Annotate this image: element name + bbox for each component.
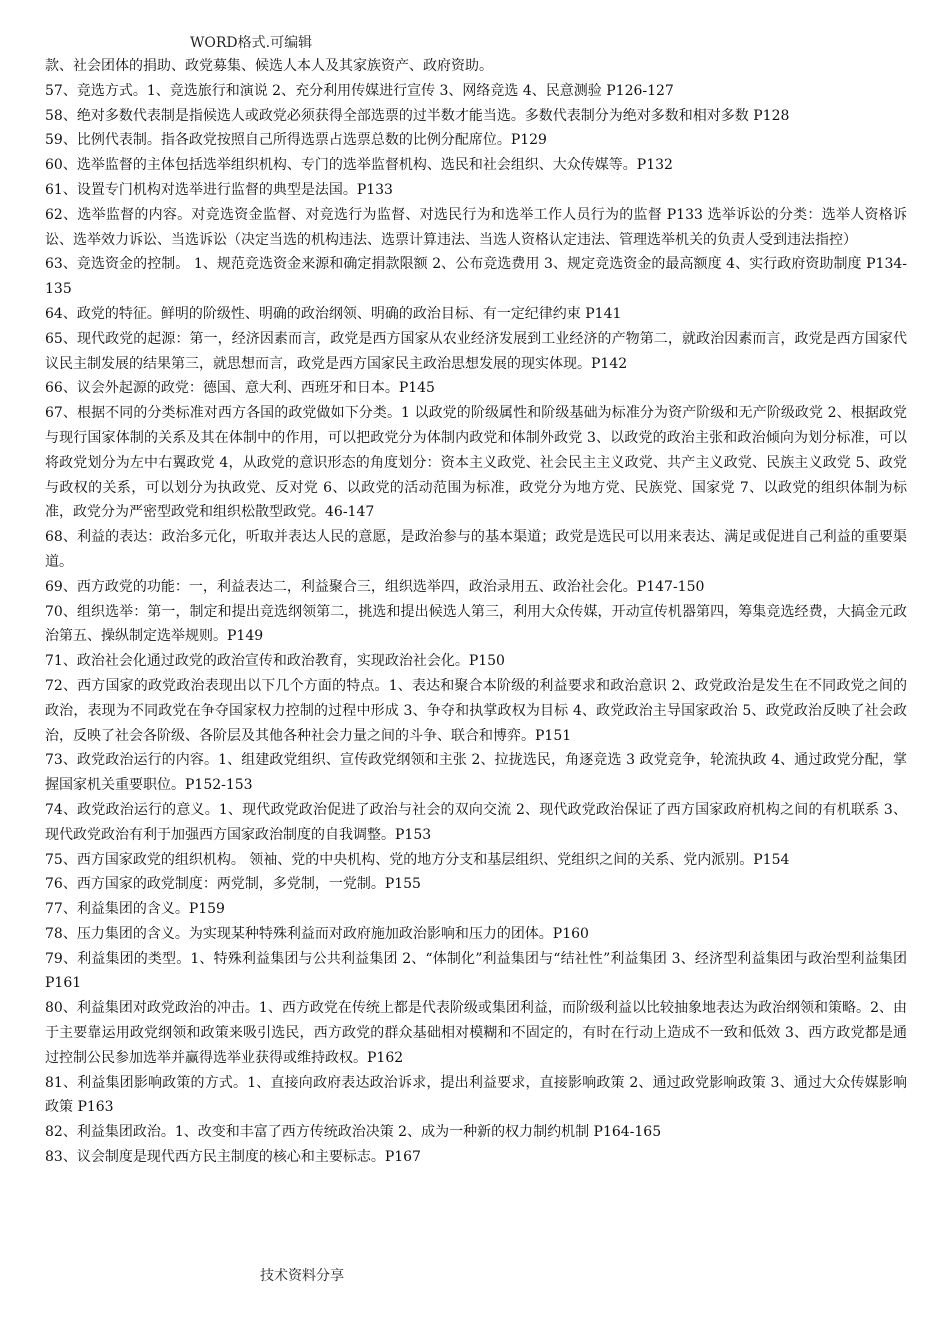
paragraph: 78、压力集团的含义。为实现某种特殊利益而对政府施加政治影响和压力的团体。P160	[45, 925, 589, 942]
document-body	[45, 54, 907, 1170]
paragraph: 64、政党的特征。鲜明的阶级性、明确的政治纲领、明确的政治目标、有一定纪律约束 P141	[45, 305, 622, 322]
paragraph: 57、竞选方式。1、竞选旅行和演说 2、充分利用传媒进行宣传 3、网络竞选 4、民意测验 P126-127	[45, 82, 674, 99]
paragraph: 79、利益集团的类型。1、特殊利益集团与公共利益集团 2、“体制化”利益集团与“结社性”利益集团 3、经济型利益集团与政治型利益集团 P161	[45, 950, 907, 992]
paragraph: 81、利益集团影响政策的方式。1、直接向政府表达政治诉求，提出利益要求，直接影响政策 2、通过政党影响政策 3、通过大众传媒影响政策 P163	[45, 1074, 907, 1116]
paragraph: 63、竞选资金的控制。 1、规范竞选资金来源和确定捐款限额 2、公布竞选费用 3、规定竞选资金的最高额度 4、实行政府资助制度 P134-135	[45, 256, 907, 298]
paragraph: 77、利益集团的含义。P159	[45, 901, 225, 918]
page-header: WORD格式.可编辑	[190, 35, 313, 51]
paragraph: 73、政党政治运行的内容。1、组建政党组织、宣传政党纲领和主张 2、拉拢选民，角逐竞选 3 政党竞争，轮流执政 4、通过政党分配，掌握国家机关重要职位。P152-153	[45, 752, 907, 794]
paragraph: 74、政党政治运行的意义。1、现代政党政治促进了政治与社会的双向交流 2、现代政党政治保证了西方国家政府机构之间的有机联系 3、现代政党政治有利于加强西方国家政治制度的自我调整。P153	[45, 801, 907, 843]
paragraph: 61、设置专门机构对选举进行监督的典型是法国。P133	[45, 181, 393, 198]
paragraph: 70、组织选举：第一，制定和提出竞选纲领第二，挑选和提出候选人第三，利用大众传媒，开动宣传机器第四，筹集竞选经费，大搞金元政治第五、操纵制定选举规则。P149	[45, 603, 907, 645]
paragraph: 62、选举监督的内容。对竞选资金监督、对竞选行为监督、对选民行为和选举工作人员行为的监督 P133 选举诉讼的分类：选举人资格诉讼、选举效力诉讼、当选诉讼（决定当选的机构违法、选票计算违法、当选人资格认定违法、管理选举机关的负责人受到违法指控）	[45, 206, 907, 248]
paragraph: 72、西方国家的政党政治表现出以下几个方面的特点。1、表达和聚合本阶级的利益要求和政治意识 2、政党政治是发生在不同政党之间的政治，表现为不同政党在争夺国家权力控制的过程中形成 3、争夺和执掌政权为目标 4、政党政治主导国家政治 5、政党政治反映了社会政治，反映了社会各阶级、各阶层及其他各种社会力量之间的斗争、联合和博弈。P151	[45, 677, 907, 744]
paragraph: 59、比例代表制。指各政党按照自己所得选票占选票总数的比例分配席位。P129	[45, 132, 547, 149]
paragraph: 80、利益集团对政党政治的冲击。1、西方政党在传统上都是代表阶级或集团利益，而阶级利益以比较抽象地表达为政治纲领和策略。2、由于主要靠运用政党纲领和政策来吸引选民，西方政党的群众基础相对模糊和不固定的，有时在行动上造成不一致和低效 3、西方政党都是通过控制公民参加选举并赢得选举业获得或维持政权。P162	[45, 1000, 907, 1066]
paragraph: 67、根据不同的分类标准对西方各国的政党做如下分类。1 以政党的阶级属性和阶级基础为标准分为资产阶级和无产阶级政党 2、根据政党与现行国家体制的关系及其在体制中的作用，可以把政党分为体制内政党和体制外政党 3、以政党的政治主张和政治倾向为划分标准，可以将政党划分为左中右翼政党 4，从政党的意识形态的角度划分：资本主义政党、社会民主主义政党、共产主义政党、民族主义政党 5、政党与政权的关系，可以划分为执政党、反对党 6、以政党的活动范围为标准，政党分为地方党、民族党、国家党 7、以政党的组织体制为标准，政党分为严密型政党和组织松散型政党。46-147	[45, 405, 907, 521]
paragraph: 60、选举监督的主体包括选举组织机构、专门的选举监督机构、选民和社会组织、大众传媒等。P132	[45, 157, 673, 174]
paragraph: 83、议会制度是现代西方民主制度的核心和主要标志。P167	[45, 1149, 421, 1166]
paragraph: 65、现代政党的起源：第一，经济因素而言，政党是西方国家从农业经济发展到工业经济的产物第二，就政治因素而言，政党是西方国家代议民主制发展的结果第三，就思想而言，政党是西方国家民主政治思想发展的现实体现。P142	[45, 330, 907, 372]
paragraph: 76、西方国家的政党制度：两党制，多党制，一党制。P155	[45, 876, 421, 893]
paragraph: 58、绝对多数代表制是指候选人或政党必须获得全部选票的过半数才能当选。多数代表制分为绝对多数和相对多数 P128	[45, 107, 790, 124]
paragraph: 款、社会团体的捐助、政党募集、候选人本人及其家族资产、政府资助。	[45, 58, 493, 74]
paragraph: 69、西方政党的功能：一，利益表达二，利益聚合三，组织选举四，政治录用五、政治社会化。P147-150	[45, 578, 705, 595]
paragraph: 66、议会外起源的政党：德国、意大利、西班牙和日本。P145	[45, 380, 435, 397]
paragraph: 82、利益集团政治。1、改变和丰富了西方传统政治决策 2、成为一种新的权力制约机制 P164-165	[45, 1124, 662, 1141]
paragraph: 75、西方国家政党的组织机构。 领袖、党的中央机构、党的地方分支和基层组织、党组织之间的关系、党内派别。P154	[45, 851, 790, 868]
paragraph: 71、政治社会化通过政党的政治宣传和政治教育，实现政治社会化。P150	[45, 653, 505, 670]
page-footer: 技术资料分享	[260, 1268, 344, 1284]
paragraph: 68、利益的表达：政治多元化，听取并表达人民的意愿，是政治参与的基本渠道；政党是选民可以用来表达、满足或促进自己利益的重要渠道。	[45, 529, 907, 570]
